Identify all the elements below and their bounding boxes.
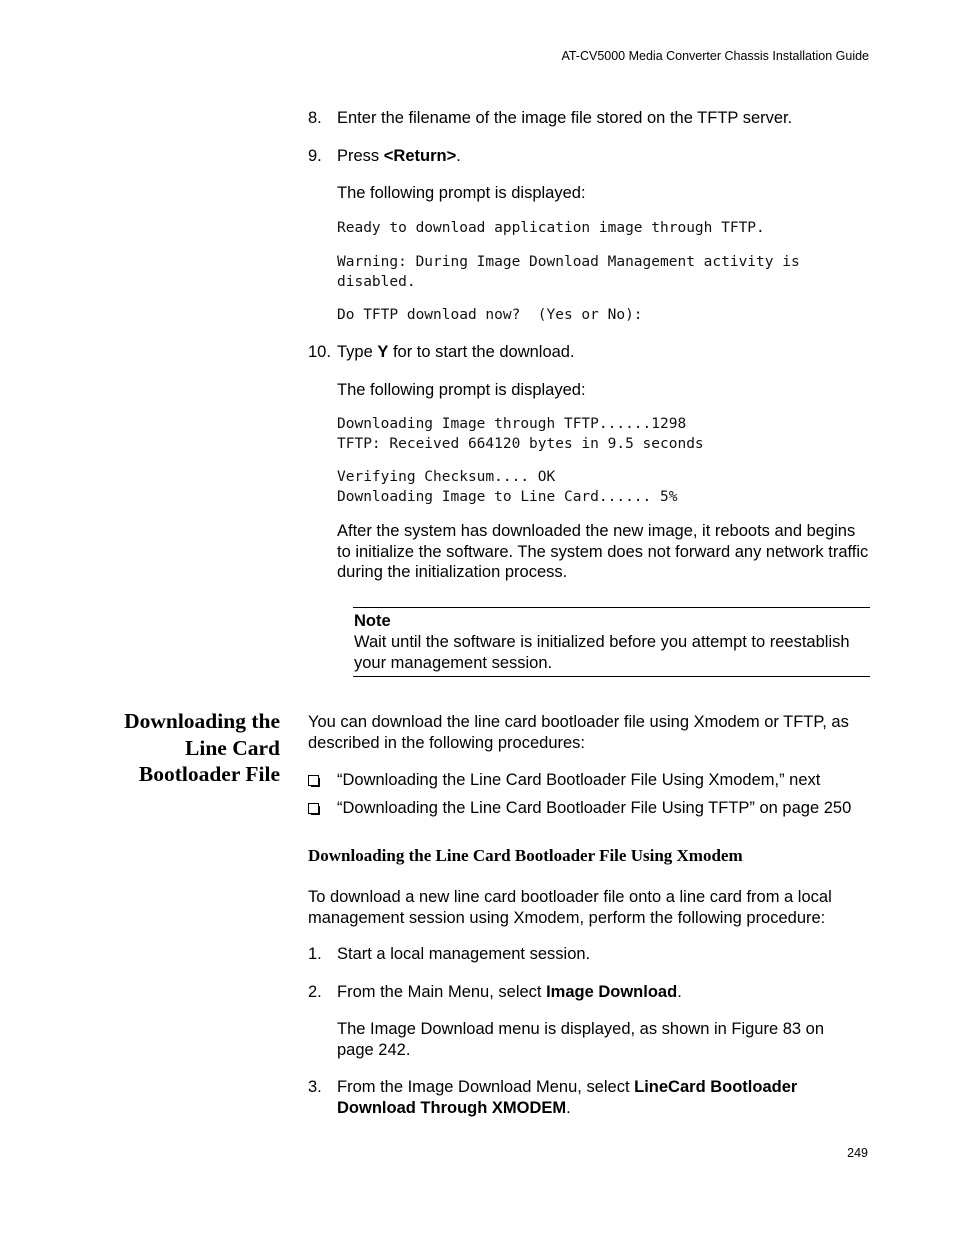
note-body: Wait until the software is initialized before you attempt to reestablish your management session. <box>354 633 850 672</box>
code-block: Do TFTP download now? (Yes or No): <box>337 307 643 323</box>
note-box <box>353 607 870 677</box>
code-block: Downloading Image through TFTP......1298 TFTP: Received 664120 bytes in 9.5 seconds <box>337 416 704 452</box>
section-intro: You can download the line card bootloader file using Xmodem or TFTP, as described in the following procedures: <box>308 713 849 752</box>
code-block: Verifying Checksum.... OK Downloading Image to Line Card...... 5% <box>337 469 678 505</box>
running-header: AT-CV5000 Media Converter Chassis Installation Guide <box>561 49 869 63</box>
step-number: 8. <box>308 109 322 127</box>
step-text: Type Y for to start the download. <box>337 343 575 361</box>
step-text: Press <Return>. <box>337 147 461 165</box>
subsection-heading: Downloading the Line Card Bootloader File Using Xmodem <box>308 846 743 865</box>
code-block: Ready to download application image through TFTP. <box>337 220 765 236</box>
step-number: 10. <box>308 343 331 361</box>
paragraph: To download a new line card bootloader file onto a line card from a local management session using Xmodem, perform the following procedure: <box>308 888 832 927</box>
checkbox-bullet-icon <box>308 803 319 814</box>
bullet-item: “Downloading the Line Card Bootloader File Using TFTP” on page 250 <box>337 799 852 817</box>
bullet-item: “Downloading the Line Card Bootloader File Using Xmodem,” next <box>337 771 821 789</box>
key-name: Y <box>377 343 389 361</box>
paragraph: The following prompt is displayed: <box>337 184 586 202</box>
page-number: 249 <box>847 1146 868 1160</box>
checkbox-bullet-icon <box>308 775 319 786</box>
key-name: <Return> <box>383 147 457 165</box>
menu-option-name: Image Download <box>546 983 678 1001</box>
section-heading: Downloading the Line Card Bootloader File <box>124 709 280 786</box>
paragraph: The Image Download menu is displayed, as shown in Figure 83 on page 242. <box>337 1020 825 1059</box>
paragraph: The following prompt is displayed: <box>337 381 586 399</box>
step-number: 9. <box>308 147 322 165</box>
menu-option-name: LineCard Bootloader Download Through XMODEM <box>337 1078 798 1117</box>
step-text: Start a local management session. <box>337 945 591 963</box>
step-number: 3. <box>308 1078 322 1096</box>
paragraph: After the system has downloaded the new image, it reboots and begins to initialize the software. The system does not forward any network traffic during the initialization process. <box>337 522 869 581</box>
step-number: 2. <box>308 983 322 1001</box>
step-text: From the Image Download Menu, select LineCard Bootloader Download Through XMODEM. <box>337 1078 798 1117</box>
step-text: Enter the filename of the image file stored on the TFTP server. <box>337 109 793 127</box>
step-number: 1. <box>308 945 322 963</box>
note-title: Note <box>354 612 391 630</box>
step-text: From the Main Menu, select Image Download. <box>337 983 682 1001</box>
code-block: Warning: During Image Download Management activity is disabled. <box>337 254 800 290</box>
